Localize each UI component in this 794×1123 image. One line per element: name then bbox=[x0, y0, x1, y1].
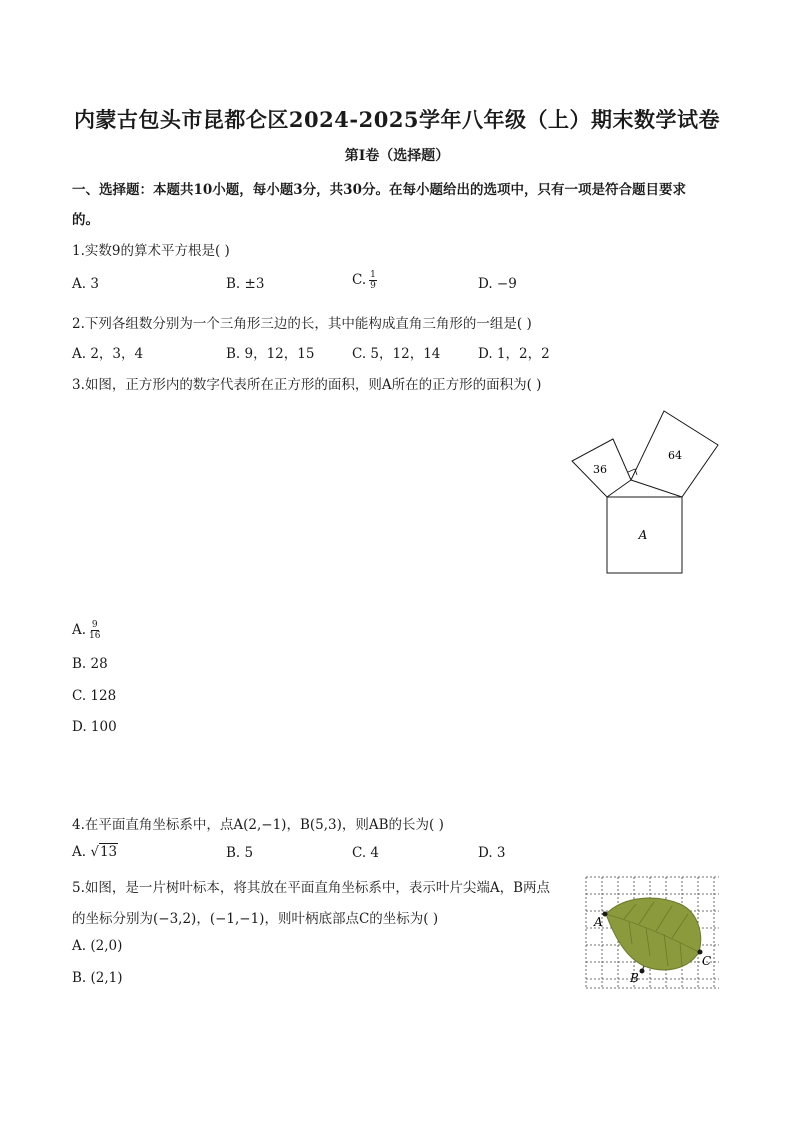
q3-option-b[interactable]: B. 28 bbox=[72, 656, 108, 672]
page-title: 内蒙古包头市昆都仑区2024-2025学年八年级（上）期末数学试卷 bbox=[73, 107, 721, 132]
q1-option-c-label: C. bbox=[352, 272, 367, 288]
q5-label-a: A bbox=[594, 915, 603, 929]
q2-option-b[interactable]: B. 9，12，15 bbox=[226, 346, 315, 362]
q5-stem-line1: 5.如图，是一片树叶标本，将其放在平面直角坐标系中，表示叶片尖端A，B两点 bbox=[72, 880, 551, 896]
q3-option-a[interactable] bbox=[72, 620, 101, 641]
q3-squares-figure bbox=[560, 400, 730, 585]
q5-label-b: B bbox=[630, 971, 639, 985]
q4-option-a[interactable] bbox=[72, 844, 118, 860]
q3-stem: 3.如图，正方形内的数字代表所在正方形的面积，则A所在的正方形的面积为( ) bbox=[72, 377, 542, 393]
q1-stem: 1.实数9的算术平方根是( ) bbox=[72, 243, 230, 259]
q4-option-a-label: A. bbox=[72, 844, 87, 860]
q5-leaf-grid-figure bbox=[584, 874, 724, 994]
q2-option-d[interactable]: D. 1，2，2 bbox=[478, 346, 550, 362]
volume-subtitle: 第I卷（选择题） bbox=[344, 148, 450, 164]
section-instructions-line1: 一、选择题：本题共10小题，每小题3分，共30分。在每小题给出的选项中，只有一项是符合题目要求 bbox=[72, 182, 686, 198]
q3-right-angle-mark bbox=[628, 469, 637, 475]
q4-option-a-sqrt: √13 bbox=[90, 844, 118, 860]
q5-leaf bbox=[606, 898, 701, 970]
q4-option-c[interactable]: C. 4 bbox=[352, 845, 380, 861]
section-instructions-line2: 的。 bbox=[72, 212, 99, 228]
q3-option-c[interactable]: C. 128 bbox=[72, 688, 117, 704]
q4-stem: 4.在平面直角坐标系中，点A(2,−1)，B(5,3)，则AB的长为( ) bbox=[72, 817, 444, 833]
q5-label-c: C bbox=[702, 954, 712, 968]
q1-option-c-fraction: $\frac{1}{9}$ bbox=[370, 270, 376, 291]
q1-option-b[interactable]: B. ±3 bbox=[226, 276, 265, 292]
q1-option-c[interactable] bbox=[352, 270, 377, 291]
q2-option-c[interactable]: C. 5，12，14 bbox=[352, 346, 441, 362]
q5-option-b[interactable]: B. (2,1) bbox=[72, 970, 123, 986]
q3-label-36: 36 bbox=[593, 463, 607, 476]
q5-point-a bbox=[603, 912, 608, 917]
q4-option-d[interactable]: D. 3 bbox=[478, 845, 506, 861]
q5-point-b bbox=[640, 969, 645, 974]
q3-label-64: 64 bbox=[668, 449, 682, 462]
q1-option-a[interactable]: A. 3 bbox=[72, 276, 99, 292]
q3-option-a-fraction: $\frac{9}{16}$ bbox=[89, 620, 101, 641]
q5-option-a[interactable]: A. (2,0) bbox=[72, 938, 123, 954]
q2-stem: 2.下列各组数分别为一个三角形三边的长，其中能构成直角三角形的一组是( ) bbox=[72, 316, 532, 332]
q3-option-a-label: A. bbox=[72, 622, 87, 638]
q3-label-a: A bbox=[638, 528, 648, 542]
q2-option-a[interactable]: A. 2，3，4 bbox=[72, 346, 144, 362]
q4-option-b[interactable]: B. 5 bbox=[226, 845, 254, 861]
q3-option-d[interactable]: D. 100 bbox=[72, 719, 117, 735]
q5-stem-line2: 的坐标分别为(−3,2)，(−1,−1)，则叶柄底部点C的坐标为( ) bbox=[72, 911, 439, 927]
q1-option-d[interactable]: D. −9 bbox=[478, 276, 517, 292]
